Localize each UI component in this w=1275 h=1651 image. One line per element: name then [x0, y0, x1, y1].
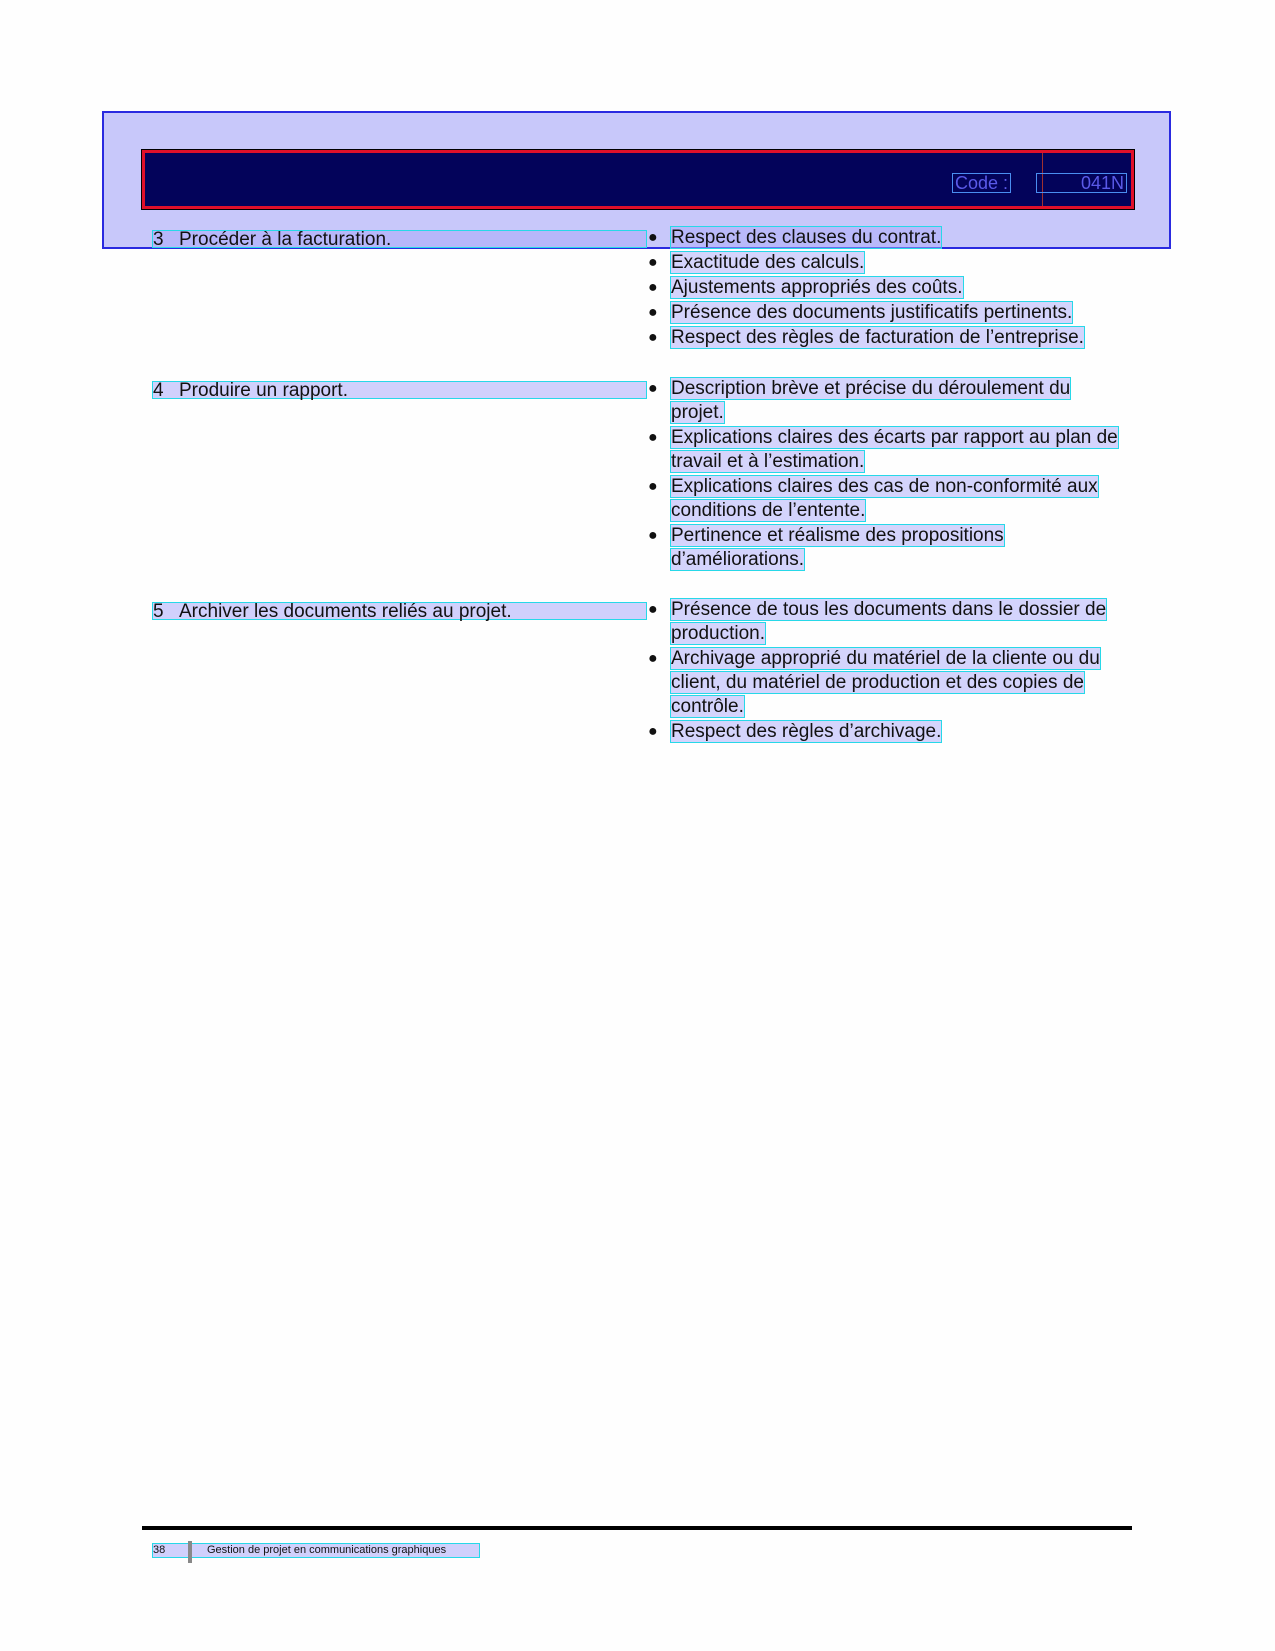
bullet-icon: ●	[648, 723, 658, 740]
step-5	[152, 602, 647, 620]
criterion-item: ● Exactitude des calculs.	[648, 252, 865, 273]
criterion-item: ● Ajustements appropriés des coûts.	[648, 277, 963, 298]
footer-separator	[188, 1541, 192, 1563]
page-footer	[152, 1543, 480, 1558]
criterion-item: ● Présence des documents justificatifs pertinents.	[648, 302, 1073, 323]
criterion-item: ● Explications claires des cas de non-conformité aux conditions de l’entente.	[648, 476, 1098, 521]
step-number: 3	[153, 229, 164, 250]
criterion-item: ● Respect des règles d’archivage.	[648, 721, 942, 742]
step-number: 4	[153, 380, 164, 401]
criterion-item: ● Présence de tous les documents dans le dossier de production.	[648, 599, 1107, 644]
criterion-item: ● Description brève et précise du déroulement du projet.	[648, 378, 1071, 423]
criteria-list-step-3	[648, 226, 1128, 351]
bullet-icon: ●	[648, 329, 658, 346]
bullet-icon: ●	[648, 279, 658, 296]
criterion-item: ● Respect des clauses du contrat.	[648, 227, 942, 248]
step-number: 5	[153, 601, 164, 622]
criteria-list-step-4	[648, 377, 1128, 573]
program-header-bar	[142, 150, 1134, 209]
footer-doc-title: Gestion de projet en communications graphiques	[207, 1544, 447, 1556]
step-4	[152, 381, 647, 399]
bullet-icon: ●	[648, 380, 658, 397]
bullet-icon: ●	[648, 601, 658, 618]
step-3	[152, 230, 647, 248]
bullet-icon: ●	[648, 650, 658, 667]
page-number: 38	[153, 1544, 166, 1556]
bullet-icon: ●	[648, 304, 658, 321]
bullet-icon: ●	[648, 478, 658, 495]
code-value: 041N	[1036, 173, 1127, 193]
step-label: Archiver les documents reliés au projet.	[179, 601, 512, 622]
bullet-icon: ●	[648, 229, 658, 246]
bullet-icon: ●	[648, 429, 658, 446]
criterion-item: ● Pertinence et réalisme des propositions d’améliorations.	[648, 525, 1004, 570]
criterion-item: ● Archivage approprié du matériel de la cliente ou du client, du matériel de production et des copies de contrôle.	[648, 648, 1100, 717]
criterion-item: ● Respect des règles de facturation de l’entreprise.	[648, 327, 1084, 348]
step-label: Produire un rapport.	[179, 380, 348, 401]
criteria-list-step-5	[648, 598, 1128, 745]
criterion-item: ● Explications claires des écarts par rapport au plan de travail et à l’estimation.	[648, 427, 1118, 472]
bullet-icon: ●	[648, 527, 658, 544]
footer-rule	[142, 1526, 1132, 1530]
code-label: Code :	[952, 173, 1011, 193]
bullet-icon: ●	[648, 254, 658, 271]
step-label: Procéder à la facturation.	[179, 229, 392, 250]
